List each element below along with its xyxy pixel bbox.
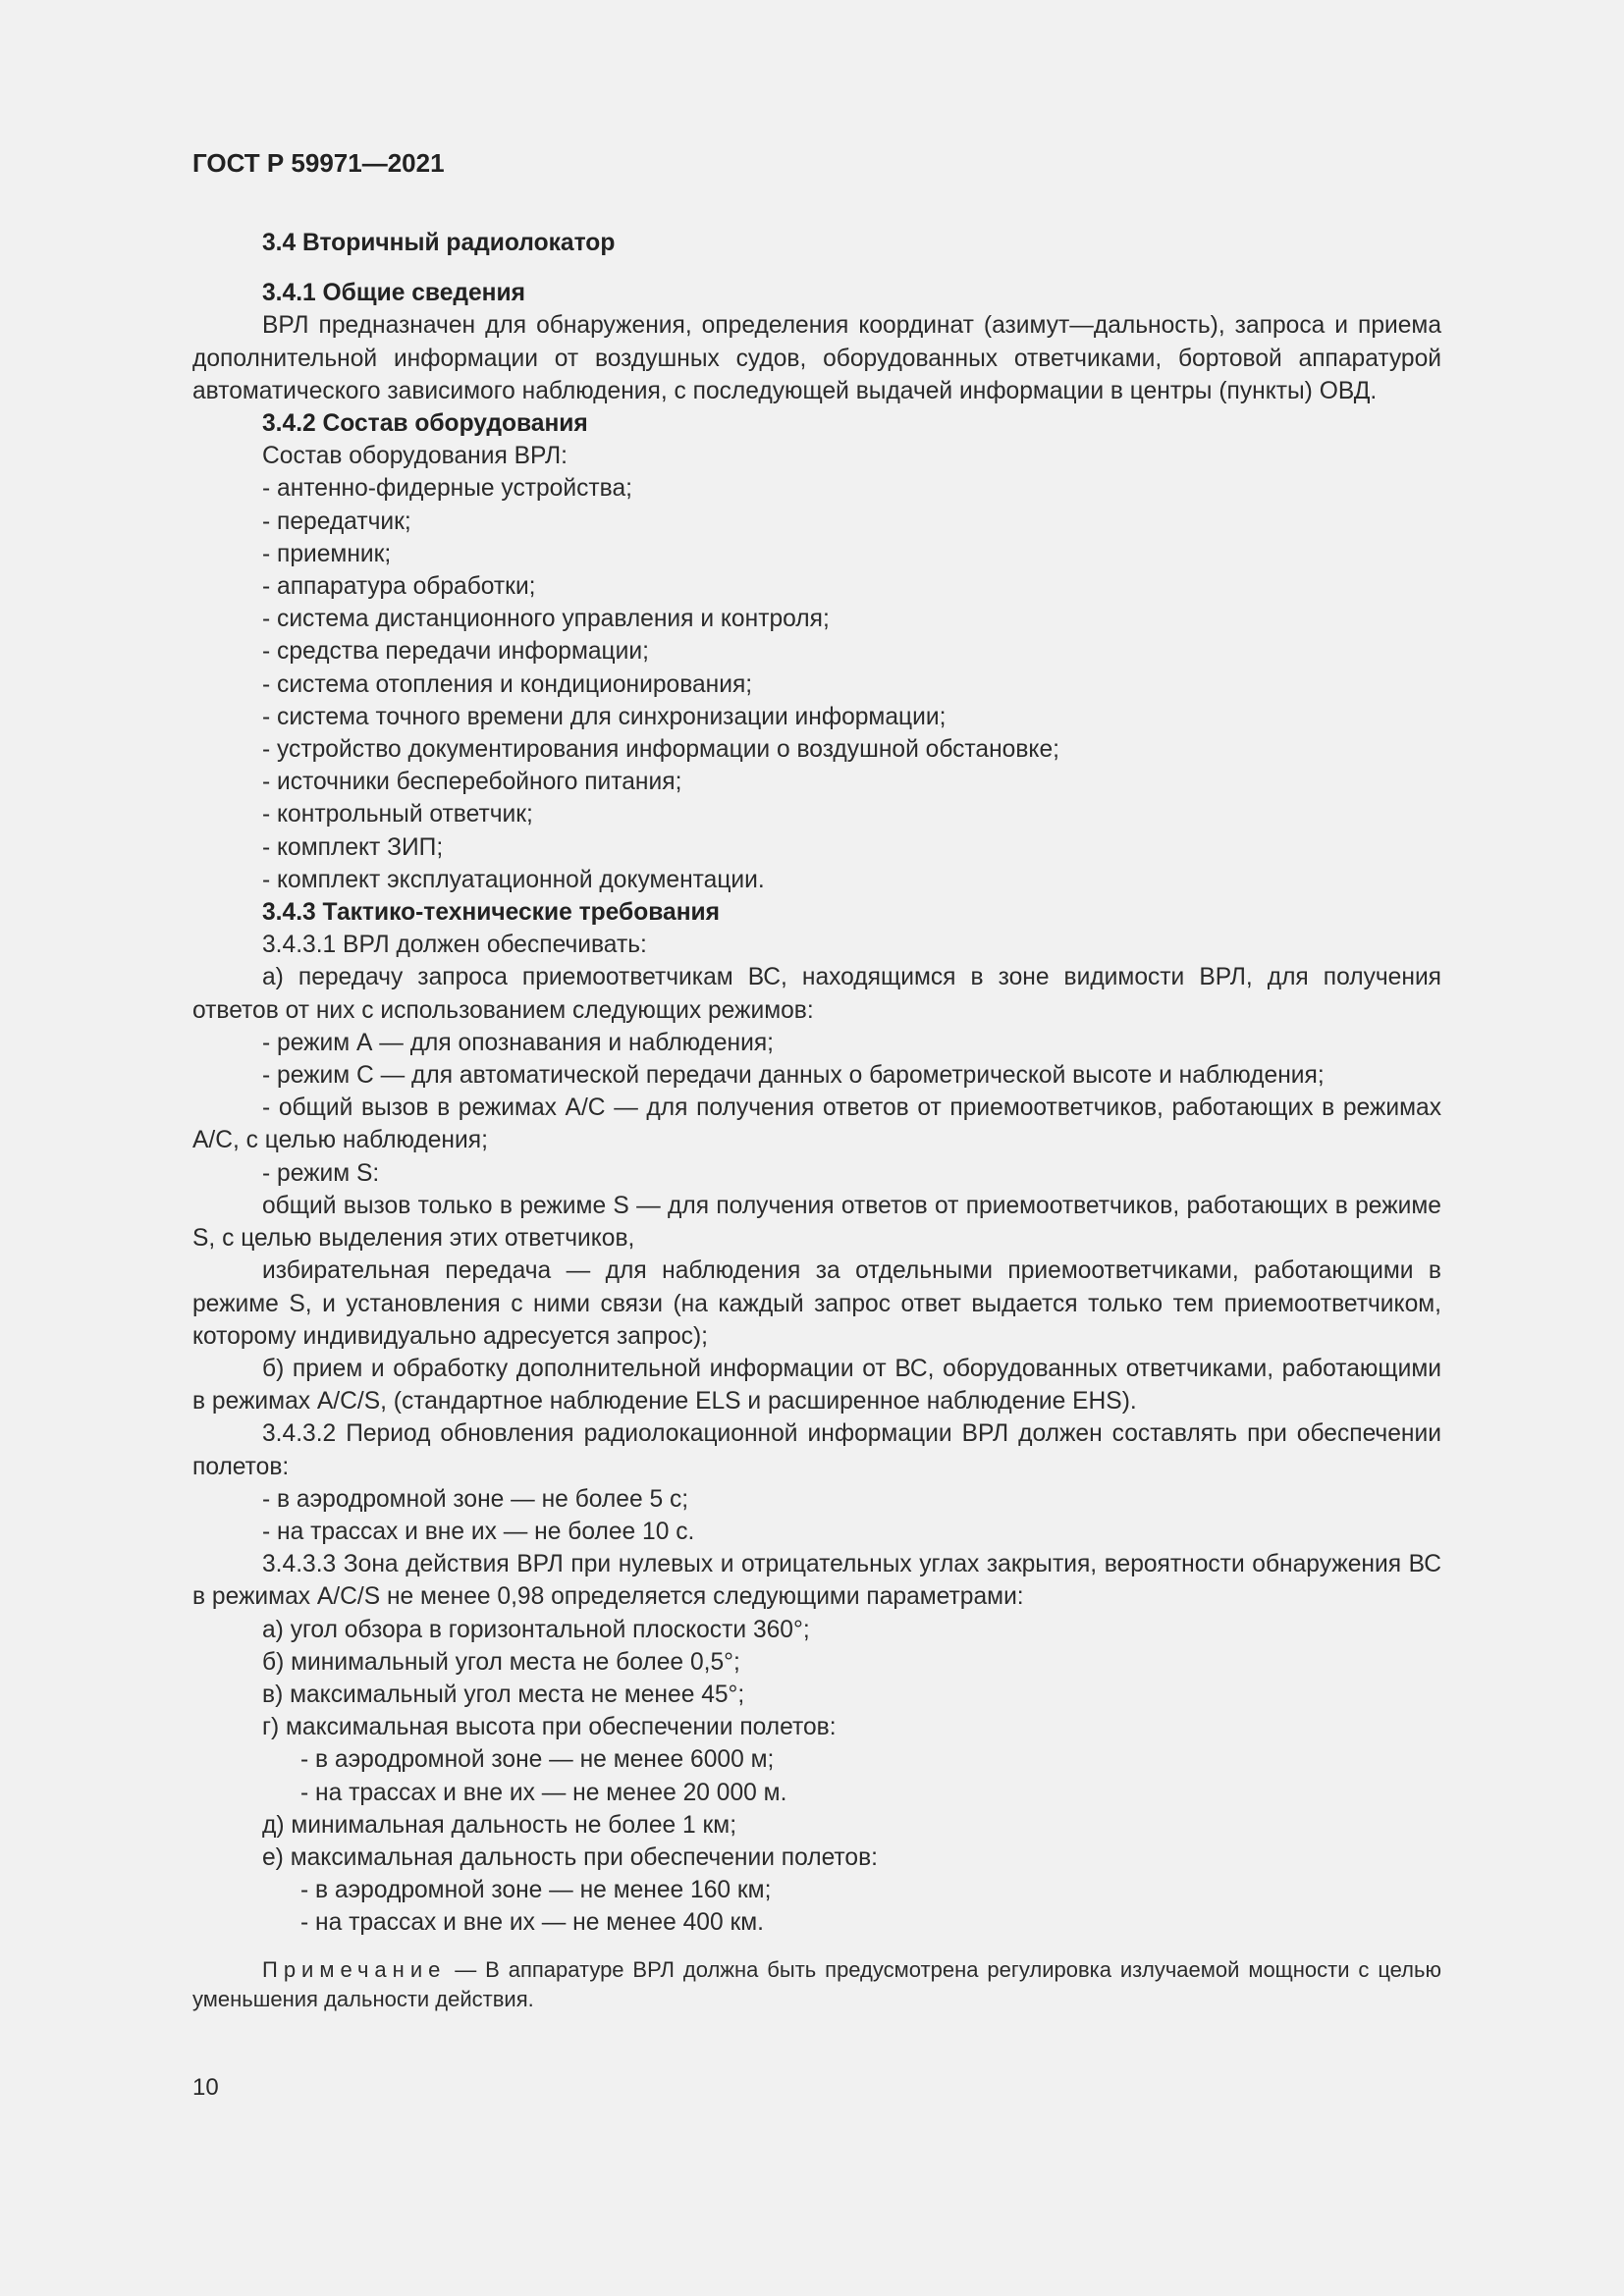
equipment-item: - средства передачи информации; (262, 638, 649, 666)
mode-item: - общий вызов в режимах А/С — для получения ответов от приемоответчиков, работающих в режимах А/С, с целью наблюдения; (192, 1095, 1441, 1154)
equipment-item: - комплект эксплуатационной документации. (262, 866, 765, 893)
req-3-e-subitem: - на трассах и вне их — не менее 400 км. (300, 1909, 764, 1937)
mode-s-general-call: общий вызов только в режиме S — для получения ответов от приемоответчиков, работающих в режиме S, с целью выделения этих ответчиков, (192, 1192, 1441, 1253)
mode-s-selective: избирательная передача — для наблюдения за отдельными приемоответчиками, работающими в режиме S, и установления с ними связи (на каждый запрос ответ выдается только тем приемоответчиком, которому индивидуально адресуется запрос); (192, 1257, 1441, 1350)
general-paragraph: ВРЛ предназначен для обнаружения, определения координат (азимут—дальность), запроса и приема дополнительной информации от воздушных судов, оборудованных ответчиками, бортовой аппаратурой автоматического зависимого наблюдения, с последующей выдачей информации в центры (пункты) ОВД. (192, 312, 1441, 404)
equipment-item: - источники бесперебойного питания; (262, 769, 682, 796)
req-2-paragraph: 3.4.3.2 Период обновления радиолокационной информации ВРЛ должен составлять при обеспечении полетов: (192, 1420, 1441, 1480)
note-paragraph (192, 1955, 1441, 2014)
document-header: ГОСТ Р 59971—2021 (192, 148, 445, 178)
mode-item: - режим А — для опознавания и наблюдения; (262, 1029, 774, 1056)
equipment-item: - система точного времени для синхронизации информации; (262, 703, 947, 730)
equipment-item: - аппаратура обработки; (262, 573, 536, 601)
equipment-intro: Состав оборудования ВРЛ: (262, 443, 568, 470)
req-1-item-b: б) прием и обработку дополнительной информации от ВС, оборудованных ответчиками, работающими в режимах А/С/S, (стандартное наблюдение ELS и расширенное наблюдение EHS). (192, 1355, 1441, 1415)
req-2-item: - в аэродромной зоне — не более 5 с; (262, 1485, 689, 1513)
equipment-item: - передатчик; (262, 507, 411, 535)
mode-item: - режим S: (262, 1159, 380, 1187)
req-3-item-e: е) максимальная дальность при обеспечении полетов: (262, 1843, 878, 1871)
equipment-item: - антенно-фидерные устройства; (262, 475, 632, 503)
note-text: — В аппаратуре ВРЛ должна быть предусмотрена регулировка излучаемой мощности с целью уменьшения дальности действия. (192, 1956, 1441, 2011)
equipment-item: - приемник; (262, 540, 392, 567)
subsection-equipment-title: 3.4.2 Состав оборудования (262, 410, 588, 438)
subsection-general-title: 3.4.1 Общие сведения (262, 280, 525, 307)
req-3-item-a: а) угол обзора в горизонтальной плоскости 360°; (262, 1616, 810, 1643)
req-3-e-subitem: - в аэродромной зоне — не менее 160 км; (300, 1877, 772, 1904)
section-title: 3.4 Вторичный радиолокатор (262, 230, 616, 256)
req-1-intro: 3.4.3.1 ВРЛ должен обеспечивать: (262, 932, 647, 959)
req-2-item: - на трассах и вне их — не более 10 с. (262, 1518, 695, 1545)
req-3-item-d: д) минимальная дальность не более 1 км; (262, 1811, 737, 1839)
equipment-item: - система отопления и кондиционирования; (262, 670, 753, 698)
note-label: Примечание (262, 1956, 447, 1982)
subsection-requirements-title: 3.4.3 Тактико-технические требования (262, 899, 721, 927)
req-3-paragraph: 3.4.3.3 Зона действия ВРЛ при нулевых и отрицательных углах закрытия, вероятности обнаружения ВС в режимах А/С/S не менее 0,98 определяется следующими параметрами: (192, 1551, 1441, 1611)
page-number: 10 (192, 2074, 219, 2101)
req-3-item-g: г) максимальная высота при обеспечении полетов: (262, 1714, 837, 1741)
mode-item: - режим С — для автоматической передачи данных о барометрической высоте и наблюдения; (262, 1062, 1325, 1090)
equipment-item: - система дистанционного управления и контроля; (262, 606, 830, 633)
req-1-item-a: а) передачу запроса приемоответчикам ВС, находящимся в зоне видимости ВРЛ, для получения ответов от них с использованием следующих режимов: (192, 964, 1441, 1024)
req-3-item-b: б) минимальный угол места не более 0,5°; (262, 1648, 740, 1676)
equipment-item: - контрольный ответчик; (262, 801, 533, 828)
req-3-g-subitem: - в аэродромной зоне — не менее 6000 м; (300, 1746, 775, 1774)
equipment-item: - комплект ЗИП; (262, 833, 444, 861)
equipment-item: - устройство документирования информации о воздушной обстановке; (262, 736, 1059, 764)
req-3-g-subitem: - на трассах и вне их — не менее 20 000 м. (300, 1779, 787, 1806)
req-3-item-v: в) максимальный угол места не менее 45°; (262, 1681, 745, 1708)
page-content (192, 227, 1441, 2014)
